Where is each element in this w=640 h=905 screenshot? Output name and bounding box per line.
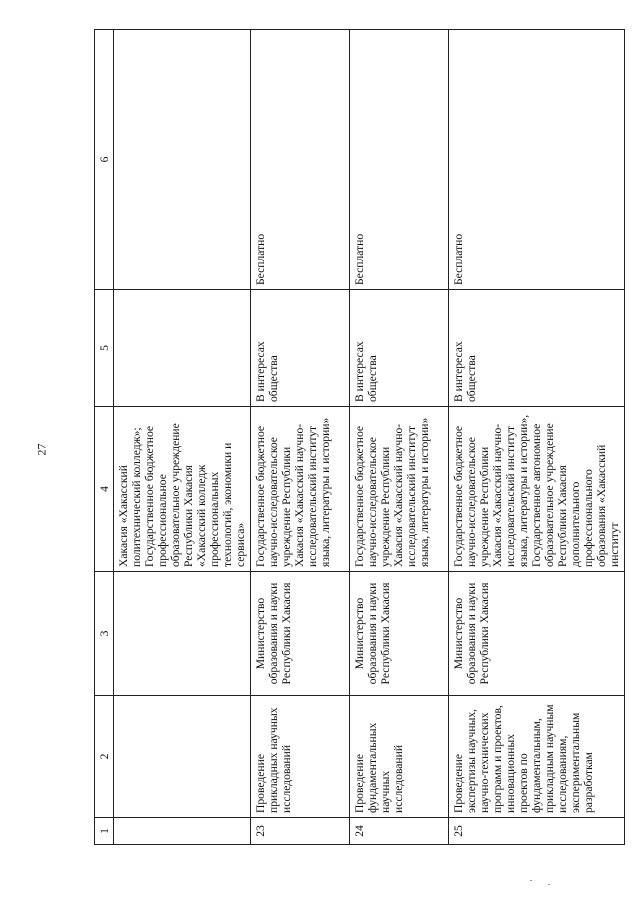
header-col-5: 5 [95,290,114,407]
cell-interests: В интересах общества [448,290,624,407]
cell-authority [114,572,251,696]
cell-number: 24 [349,818,448,845]
header-col-4: 4 [95,407,114,572]
cell-payment: Бесплатно [448,30,624,290]
cell-interests: В интересах общества [250,290,349,407]
header-col-1: 1 [95,818,114,845]
cell-authority: Министерство образования и науки Республики Хакасия [250,572,349,696]
cell-payment [114,30,251,290]
services-table [94,29,625,845]
page-number: 27 [34,443,49,456]
cell-number [114,818,251,845]
cell-service: Проведение прикладных научных исследований [250,696,349,818]
table-row [448,30,624,845]
cell-institutions: Государственное бюджетное научно-исследовательское учреждение Республики Хакасия «Хакасский научно-исследовательский институт языка, литературы и истории», Государственное автономное образовательное учреждение Республики Хакасия дополнительного профессионального образования «Хакасский институт [448,407,624,572]
header-col-3: 3 [95,572,114,696]
cell-payment: Бесплатно [250,30,349,290]
cell-authority: Министерство образования и науки Республики Хакасия [349,572,448,696]
cell-institutions: Государственное бюджетное научно-исследовательское учреждение Республики Хакасия «Хакасский научно-исследовательский институт языка, литературы и истории» [349,407,448,572]
cell-number: 23 [250,818,349,845]
table-row [349,30,448,845]
cell-interests: В интересах общества [349,290,448,407]
header-col-2: 2 [95,696,114,818]
cell-service [114,696,251,818]
cell-payment: Бесплатно [349,30,448,290]
cell-interests [114,290,251,407]
cell-institutions: Хакасия «Хакасский политехнический колледж»; Государственное бюджетное профессиональное образовательное учреждение Республики Хакасия «Хакасский колледж профессиональных технологий, экономики и сервиса» [114,407,251,572]
scan-speck [530,880,532,881]
services-table-wrapper [94,57,621,845]
cell-service: Проведение фундаментальных научных исследований [349,696,448,818]
cell-authority: Министерство образования и науки Республики Хакасия [448,572,624,696]
header-col-6: 6 [95,30,114,290]
table-row [114,30,251,845]
cell-institutions: Государственное бюджетное научно-исследовательское учреждение Республики Хакасия «Хакасский научно-исследовательский институт языка, литературы и истории» [250,407,349,572]
cell-service: Проведение экспертизы научных, научно-технических программ и проектов, инновационных проектов по фундаментальным, прикладным научным исследованиям, экспериментальным разработкам [448,696,624,818]
cell-number: 25 [448,818,624,845]
header-row [95,30,114,845]
scan-speck [548,884,550,885]
table-row [250,30,349,845]
